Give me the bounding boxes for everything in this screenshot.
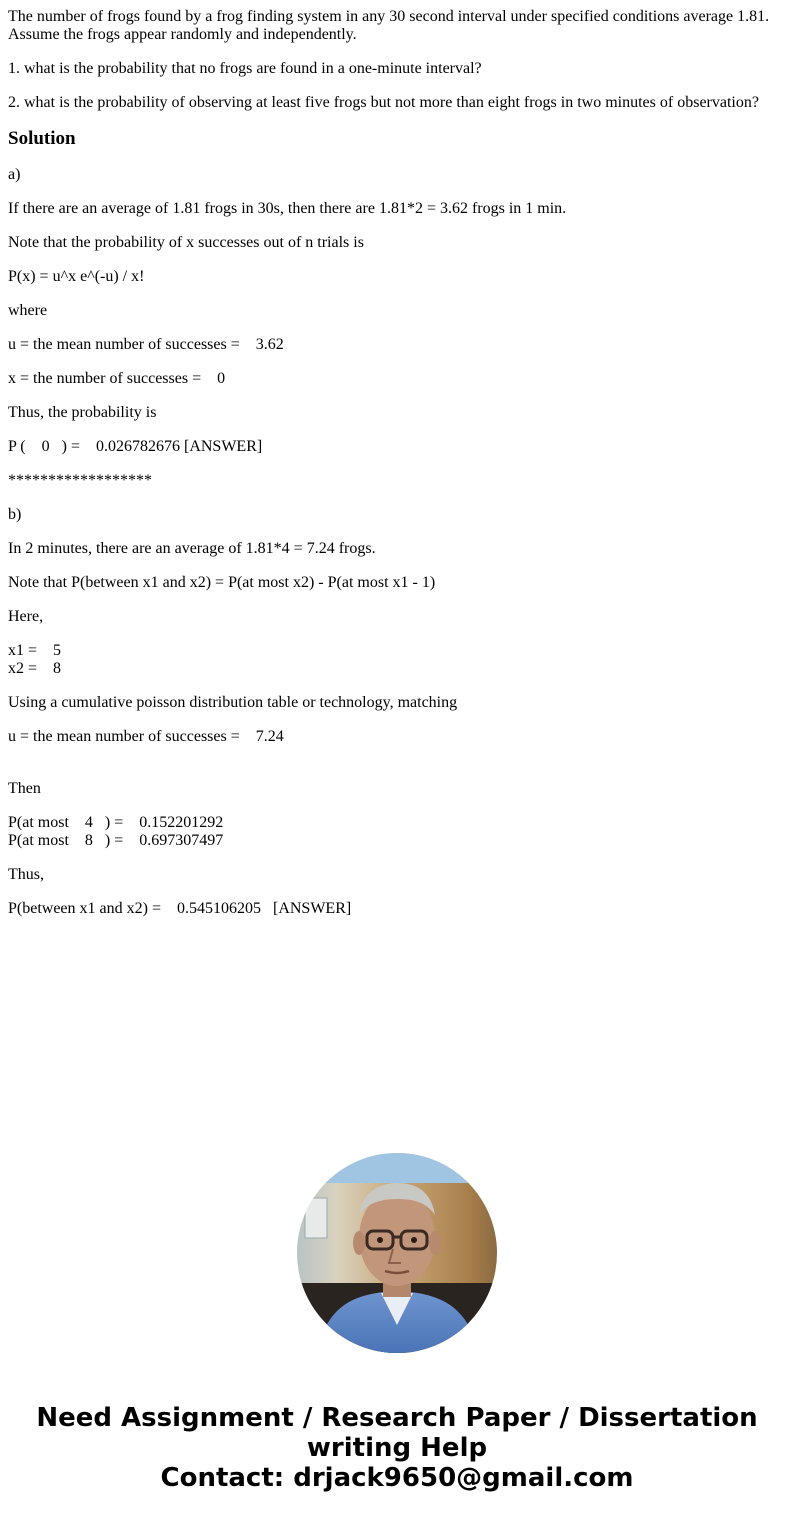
x1-value: x1 = 5	[8, 642, 62, 659]
question-1: 1. what is the probability that no frogs are found in a one-minute interval?	[8, 60, 482, 77]
part-b-line: u = the mean number of successes = 7.24	[8, 728, 284, 745]
part-b-line: Here,	[8, 608, 44, 625]
part-b-line: Using a cumulative poisson distribution table or technology, matching	[8, 694, 458, 711]
footer-line-3: Contact: drjack9650@gmail.com	[160, 1463, 634, 1493]
part-a-label: a)	[8, 166, 21, 183]
part-b-then: Then	[8, 780, 41, 797]
avatar	[297, 1153, 497, 1353]
person-portrait-icon	[297, 1153, 497, 1353]
question-intro: The number of frogs found by a frog finding system in any 30 second interval under specified conditions average 1.81. Assume the frogs appear randomly and independently.	[8, 8, 773, 43]
separator: ******************	[8, 472, 152, 489]
part-b-x-values	[8, 642, 786, 678]
part-a-line: Note that the probability of x successes out of n trials is	[8, 234, 364, 251]
x2-value: x2 = 8	[8, 660, 62, 677]
p-at-most-4: P(at most 4 ) = 0.152201292	[8, 814, 224, 831]
part-a-line: where	[8, 302, 48, 319]
part-b-thus: Thus,	[8, 866, 44, 883]
part-a-line: P(x) = u^x e^(-u) / x!	[8, 268, 145, 285]
p-at-most-8: P(at most 8 ) = 0.697307497	[8, 832, 224, 849]
footer-line-2: writing Help	[306, 1433, 488, 1463]
part-a-answer: P ( 0 ) = 0.026782676 [ANSWER]	[8, 438, 263, 455]
part-a-line: If there are an average of 1.81 frogs in 30s, then there are 1.81*2 = 3.62 frogs in 1 min.	[8, 200, 567, 217]
part-a-line: Thus, the probability is	[8, 404, 157, 421]
part-b-answer: P(between x1 and x2) = 0.545106205 [ANSWER]	[8, 900, 352, 917]
part-a-line: x = the number of successes = 0	[8, 370, 226, 387]
part-b-cumulative	[8, 814, 786, 850]
solution-heading: Solution	[8, 128, 76, 149]
footer-contact	[0, 1403, 794, 1493]
part-b-label: b)	[8, 506, 22, 523]
footer-line-1: Need Assignment / Research Paper / Dissertation	[36, 1403, 758, 1433]
part-b-line: In 2 minutes, there are an average of 1.81*4 = 7.24 frogs.	[8, 540, 376, 557]
document-body	[8, 8, 786, 934]
part-b-line: Note that P(between x1 and x2) = P(at most x2) - P(at most x1 - 1)	[8, 574, 436, 591]
part-a-line: u = the mean number of successes = 3.62	[8, 336, 284, 353]
question-2: 2. what is the probability of observing at least five frogs but not more than eight frogs in two minutes of observation?	[8, 94, 759, 111]
